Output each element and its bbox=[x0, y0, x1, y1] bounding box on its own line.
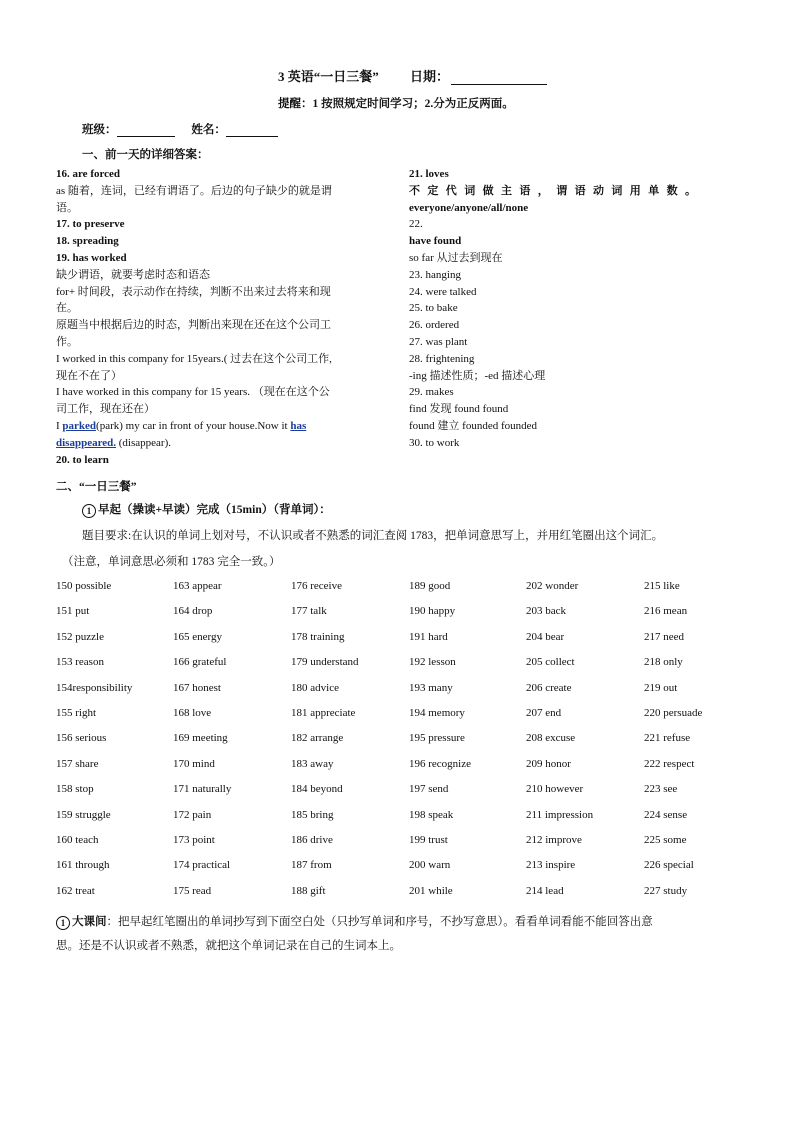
vocab-word: 177 talk bbox=[291, 605, 327, 618]
answer-line: 语。 bbox=[56, 201, 78, 214]
vocab-word: 176 receive bbox=[291, 580, 342, 592]
answer-line: 26. ordered bbox=[409, 319, 460, 332]
vocab-word: 196 recognize bbox=[409, 757, 471, 770]
requirement-note: （注意，单词意思必须和 1783 完全一致。） bbox=[62, 556, 281, 568]
vocab-word: 178 training bbox=[291, 630, 345, 643]
vocab-word: 201 while bbox=[409, 884, 453, 897]
vocab-word: 222 respect bbox=[644, 757, 695, 770]
vocab-word: 213 inspire bbox=[526, 859, 576, 872]
answer-line: find 发现 found found bbox=[409, 403, 509, 416]
vocab-word: 217 need bbox=[644, 630, 685, 643]
vocab-word: 162 treat bbox=[56, 884, 95, 897]
answer-line: 18. spreading bbox=[56, 235, 119, 248]
vocab-word: 155 right bbox=[56, 707, 97, 719]
vocab-word: 202 wonder bbox=[526, 580, 579, 592]
example-middle: (park) my car in front of your house.Now it bbox=[96, 419, 288, 432]
example-sentence bbox=[56, 418, 388, 435]
answer-line: 23. hanging bbox=[409, 268, 461, 281]
vocab-word: 150 possible bbox=[56, 580, 112, 592]
vocab-word: 158 stop bbox=[56, 783, 94, 796]
vocab-word: 215 like bbox=[644, 580, 680, 592]
vocab-word: 209 honor bbox=[526, 757, 571, 770]
vocab-word: 183 away bbox=[291, 757, 334, 770]
vocab-word: 168 love bbox=[173, 707, 212, 719]
vocab-word: 180 advice bbox=[291, 681, 339, 694]
answer-line: 28. frightening bbox=[409, 352, 475, 365]
answer-line: 司工作，现在还在） bbox=[56, 403, 155, 416]
answer-line: 27. was plant bbox=[409, 335, 468, 348]
vocab-word: 204 bear bbox=[526, 630, 565, 643]
answer-line: 缺少谓语，就要考虑时态和语态 bbox=[56, 268, 210, 281]
answer-line: so far 从过去到现在 bbox=[409, 251, 503, 264]
answers-left-column bbox=[56, 166, 388, 468]
answer-line: 22. bbox=[409, 218, 423, 231]
answer-line: as 随着，连词，已经有谓语了。后边的句子缺少的就是谓 bbox=[56, 184, 332, 197]
parked-link[interactable]: parked bbox=[62, 419, 97, 432]
vocab-word: 193 many bbox=[409, 681, 453, 694]
answers-right-column bbox=[409, 166, 739, 452]
answer-line: 24. were talked bbox=[409, 285, 477, 298]
vocab-word: 198 speak bbox=[409, 808, 454, 821]
disappeared-link[interactable]: disappeared. bbox=[56, 436, 117, 449]
answer-line: 19. has worked bbox=[56, 251, 127, 264]
vocab-word: 165 energy bbox=[173, 630, 222, 643]
break-label: 大课间 bbox=[72, 916, 107, 928]
vocab-word: 211 impression bbox=[526, 808, 594, 821]
vocab-word: 181 appreciate bbox=[291, 707, 356, 719]
answer-line: for+ 时间段，表示动作在持续，判断不出来过去将来和现 bbox=[56, 285, 331, 298]
circled-number-icon: 1 bbox=[82, 504, 96, 518]
example-i: I bbox=[56, 419, 60, 432]
vocab-word: 152 puzzle bbox=[56, 630, 104, 643]
vocab-word: 206 create bbox=[526, 681, 572, 694]
vocab-word: 156 serious bbox=[56, 732, 107, 745]
vocab-word: 223 see bbox=[644, 783, 678, 796]
vocab-word: 182 arrange bbox=[291, 732, 344, 745]
vocab-word: 194 memory bbox=[409, 707, 465, 719]
answer-line: 20. to learn bbox=[56, 453, 109, 466]
disappear-hint: (disappear). bbox=[118, 436, 171, 449]
vocab-word: 179 understand bbox=[291, 656, 359, 669]
section1-heading: 一、前一天的详细答案： bbox=[82, 149, 209, 161]
vocab-word: 191 hard bbox=[409, 630, 448, 643]
vocab-word: 224 sense bbox=[644, 808, 688, 821]
vocab-word: 170 mind bbox=[173, 757, 215, 770]
date-blank[interactable] bbox=[451, 71, 547, 85]
vocab-word: 221 refuse bbox=[644, 732, 691, 745]
vocab-word: 187 from bbox=[291, 859, 332, 872]
circled-number-icon: 1 bbox=[56, 916, 70, 930]
name-label: 姓名： bbox=[191, 124, 226, 136]
answer-line: everyone/anyone/all/none bbox=[409, 201, 529, 214]
morning-task-title: 早起（操读+早读）完成（15min）（背单词）： bbox=[98, 504, 331, 516]
answer-line: 30. to work bbox=[409, 436, 460, 449]
has-link[interactable]: has bbox=[290, 419, 307, 432]
vocab-word: 226 special bbox=[644, 859, 694, 872]
vocab-word: 160 teach bbox=[56, 834, 99, 846]
vocab-word: 192 lesson bbox=[409, 656, 456, 669]
vocab-word: 188 gift bbox=[291, 884, 326, 897]
vocab-word: 171 naturally bbox=[173, 783, 232, 796]
answer-line: 21. loves bbox=[409, 168, 449, 180]
answer-line: -ing 描述性质；-ed 描述心理 bbox=[409, 369, 546, 382]
vocab-word: 151 put bbox=[56, 605, 90, 618]
vocab-word: 227 study bbox=[644, 884, 688, 897]
date-label: 日期： bbox=[410, 69, 450, 84]
vocab-word: 173 point bbox=[173, 834, 215, 846]
vocab-word: 164 drop bbox=[173, 605, 213, 618]
answer-line: found 建立 founded founded bbox=[409, 419, 538, 432]
answer-line: 原题当中根据后边的时态，判断出来现在还在这个公司工 bbox=[56, 319, 331, 332]
answer-line: have found bbox=[409, 235, 462, 248]
vocab-word: 199 trust bbox=[409, 834, 448, 846]
vocab-word: 216 mean bbox=[644, 605, 688, 618]
answer-line: 29. makes bbox=[409, 386, 454, 399]
class-name-row bbox=[82, 121, 278, 137]
vocab-word: 159 struggle bbox=[56, 808, 111, 821]
answer-line: 17. to preserve bbox=[56, 218, 125, 231]
vocab-word: 166 grateful bbox=[173, 656, 227, 669]
example-sentence-cont bbox=[56, 435, 388, 452]
vocab-word: 205 collect bbox=[526, 656, 575, 669]
vocab-word: 214 lead bbox=[526, 884, 564, 897]
name-blank[interactable] bbox=[226, 124, 278, 137]
requirement-text: 题目要求:在认识的单词上划对号，不认识或者不熟悉的词汇查阅 1783，把单词意思写上，并用红笔圈出这个词汇。 bbox=[82, 530, 664, 542]
break-text: ：把早起红笔圈出的单词抄写到下面空白处（只抄写单词和序号，不抄写意思）。看看单词看能不能回答出意 bbox=[106, 916, 653, 928]
vocab-word: 225 some bbox=[644, 834, 687, 846]
vocab-word: 186 drive bbox=[291, 834, 333, 846]
vocab-word: 167 honest bbox=[173, 681, 221, 694]
vocab-word: 169 meeting bbox=[173, 732, 228, 745]
reminder: 提醒：1 按照规定时间学习；2.分为正反两面。 bbox=[278, 98, 514, 110]
answer-line: 16. are forced bbox=[56, 168, 121, 180]
vocab-word: 200 warn bbox=[409, 859, 451, 872]
vocab-word: 219 out bbox=[644, 681, 678, 694]
vocab-word: 220 persuade bbox=[644, 707, 703, 719]
vocab-word: 153 reason bbox=[56, 656, 104, 669]
vocab-word: 212 improve bbox=[526, 834, 582, 846]
class-blank[interactable] bbox=[117, 124, 175, 137]
vocab-word: 195 pressure bbox=[409, 732, 465, 745]
break-instruction bbox=[56, 910, 746, 958]
vocab-word: 190 happy bbox=[409, 605, 456, 618]
vocab-word: 208 excuse bbox=[526, 732, 576, 745]
vocab-word: 210 however bbox=[526, 783, 584, 796]
vocab-word: 185 bring bbox=[291, 808, 334, 821]
answer-line: 不定代词做主语，谓语动词用单数。 bbox=[409, 183, 704, 197]
section2-heading: 二、“一日三餐” bbox=[56, 481, 137, 493]
vocab-word: 197 send bbox=[409, 783, 449, 796]
class-label: 班级： bbox=[82, 124, 117, 136]
answer-line: I worked in this company for 15years.( 过去在这个公司工作, bbox=[56, 352, 332, 365]
answer-line: 在。 bbox=[56, 302, 78, 315]
answer-line: 25. to bake bbox=[409, 302, 458, 315]
break-text-cont: 思。还是不认识或者不熟悉，就把这个单词记录在自己的生词本上。 bbox=[56, 940, 401, 952]
vocab-word: 203 back bbox=[526, 605, 567, 618]
vocab-word: 189 good bbox=[409, 580, 451, 592]
vocab-word: 175 read bbox=[173, 884, 212, 897]
vocab-word: 174 practical bbox=[173, 859, 231, 872]
answer-line: I have worked in this company for 15 years. （现在在这个公 bbox=[56, 386, 330, 399]
page-title bbox=[278, 66, 547, 85]
answer-line: 作。 bbox=[56, 335, 78, 348]
vocab-word: 161 through bbox=[56, 859, 110, 872]
vocab-word: 172 pain bbox=[173, 808, 212, 821]
vocab-word: 218 only bbox=[644, 656, 683, 669]
morning-task-heading bbox=[82, 501, 331, 518]
vocab-word: 154responsibility bbox=[56, 681, 133, 694]
title-text: 3 英语“一日三餐” bbox=[278, 69, 379, 84]
vocab-word: 184 beyond bbox=[291, 783, 343, 796]
vocab-word: 163 appear bbox=[173, 580, 222, 592]
vocab-word: 207 end bbox=[526, 707, 562, 719]
vocab-word: 157 share bbox=[56, 757, 99, 770]
answer-line: 现在不在了） bbox=[56, 369, 122, 382]
